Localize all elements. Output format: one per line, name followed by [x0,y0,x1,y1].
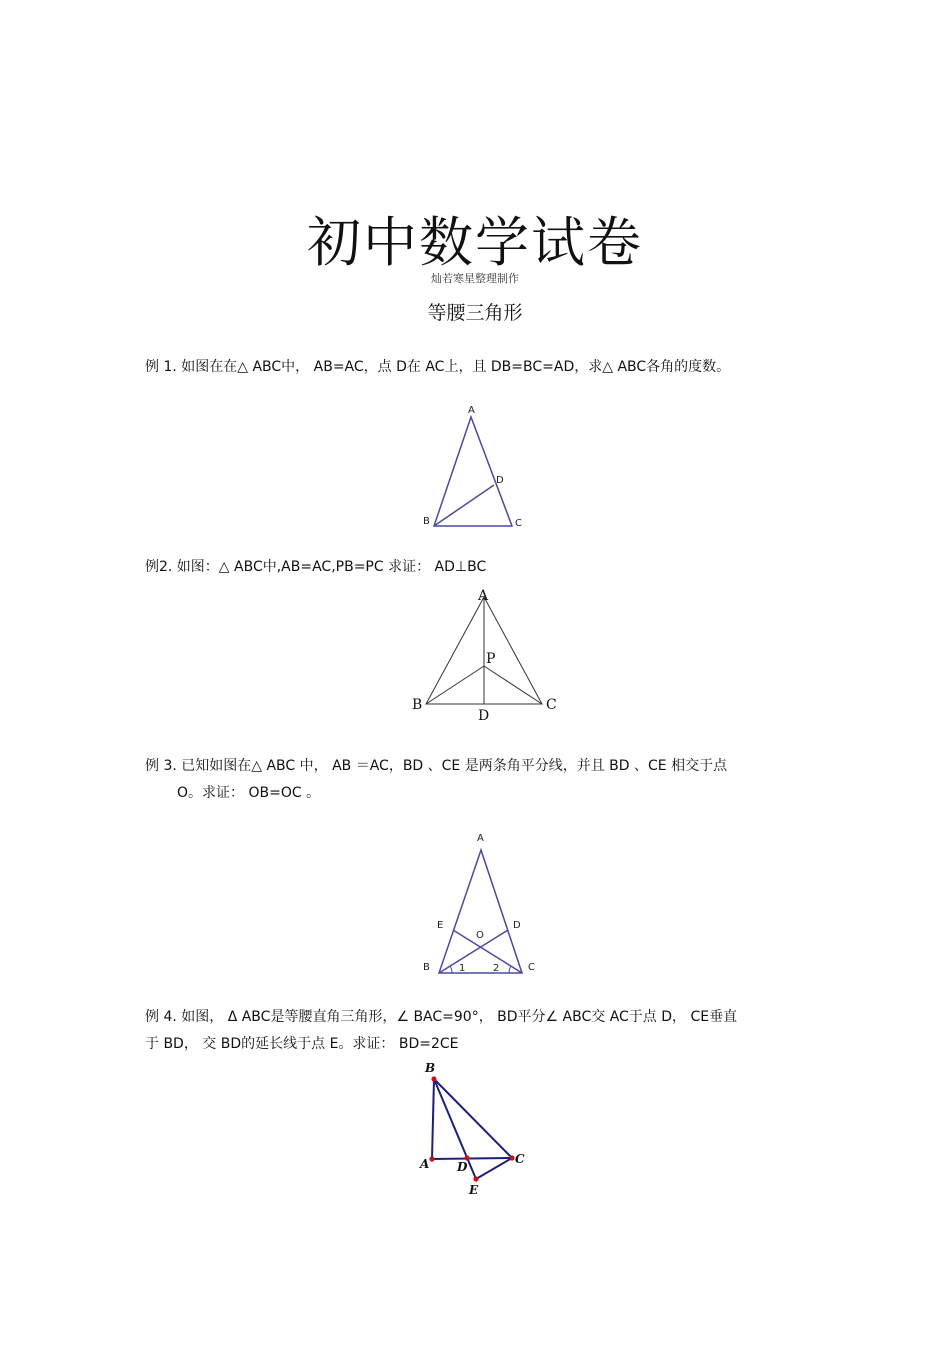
fig4-segment-be [434,1079,476,1179]
fig2-label-b: B [412,697,423,713]
fig4-label-c: C [515,1152,525,1166]
example-3-line2: O。求证： OB=OC 。 [177,785,321,801]
fig3-angle-1-arc [450,966,452,973]
fig4-label-e: E [469,1183,479,1197]
fig4-segment-ab [432,1079,434,1159]
page-title: 初中数学试卷 [307,211,643,274]
fig1-triangle-abc [434,417,512,526]
fig3-triangle-abc [439,850,522,973]
fig2-segment-cp [484,666,542,704]
fig4-point-b [431,1076,436,1081]
example-2-line1: 例2. 如图：△ ABC中,AB=AC,PB=PC 求证： AD⊥BC [145,559,487,575]
figure-1 [423,405,522,529]
fig1-label-a: A [468,405,475,416]
fig4-segment-bc [434,1079,512,1158]
fig4-label-b: B [425,1061,436,1075]
figure-4 [419,1061,525,1197]
fig1-label-c: C [515,518,522,529]
fig4-segment-ce [476,1158,512,1179]
fig1-segment-bd [434,485,494,526]
fig3-label-o: O [476,930,484,941]
figure-3 [423,833,535,974]
figure-2 [412,588,557,724]
fig2-segment-bp [426,666,484,704]
fig4-point-a [429,1156,434,1161]
fig1-label-b: B [423,516,430,527]
fig4-label-a: A [420,1157,430,1171]
fig4-point-e [473,1176,478,1181]
page-subtitle: 灿若寒星整理制作 [431,272,519,285]
example-1-line1: 例 1. 如图在在△ ABC中， AB=AC，点 D在 AC上，且 DB=BC=AD，求△ ABC各角的度数。 [145,359,731,375]
fig3-label-2: 2 [493,963,500,974]
fig3-label-d: D [513,920,521,931]
fig3-label-e: E [437,920,444,931]
fig2-label-a: A [478,588,489,604]
example-4-line1: 例 4. 如图， Δ ABC是等腰直角三角形，∠ BAC=90°， BD平分∠ ABC交 AC于点 D， CE垂直 [145,1009,738,1025]
fig2-label-c: C [546,697,557,713]
section-title: 等腰三角形 [427,302,523,324]
fig4-point-c [509,1155,514,1160]
fig2-label-d: D [478,708,490,724]
fig4-label-d: D [457,1160,468,1174]
fig4-segment-ac [432,1158,512,1159]
fig3-label-1: 1 [459,963,466,974]
fig1-label-d: D [496,475,504,486]
fig3-label-a: A [477,833,484,844]
fig3-label-c: C [528,962,535,973]
fig3-angle-2-arc [509,966,511,973]
example-3-line1: 例 3. 已知如图在△ ABC 中， AB ＝AC，BD 、CE 是两条角平分线，并且 BD 、CE 相交于点 [145,758,728,774]
fig3-label-b: B [423,962,430,973]
example-4-line2: 于 BD， 交 BD的延长线于点 E。求证： BD=2CE [145,1036,459,1052]
fig2-label-p: P [486,651,496,667]
